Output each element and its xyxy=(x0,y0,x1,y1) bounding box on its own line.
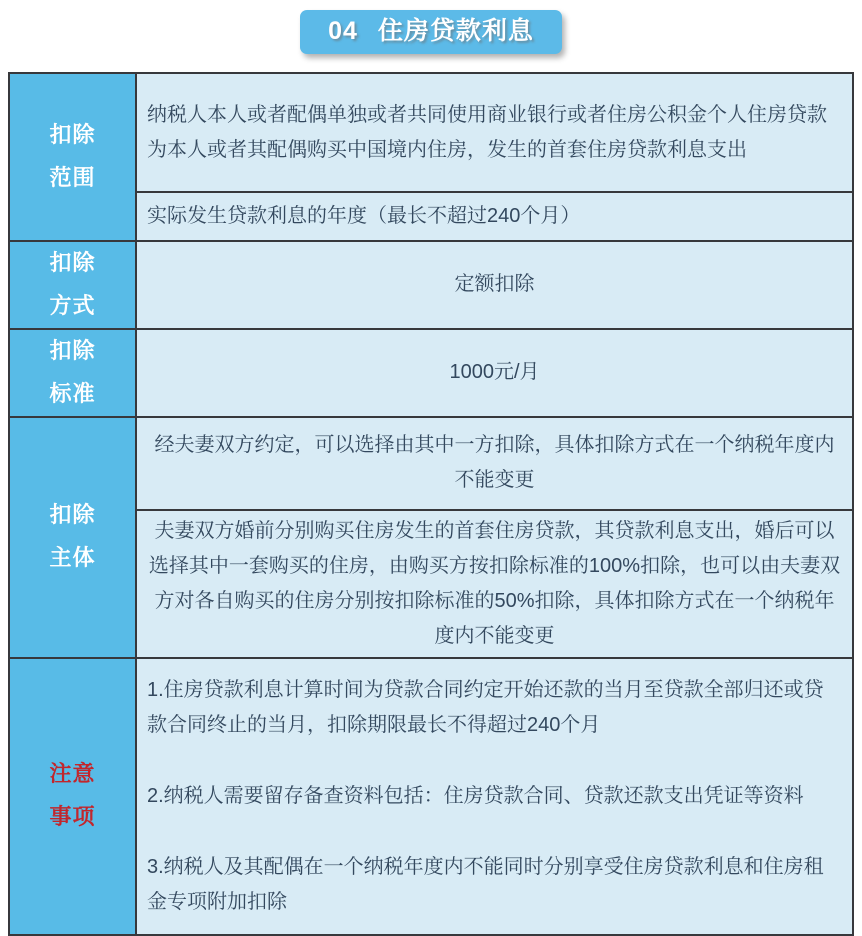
section-title: 住房贷款利息 xyxy=(377,17,534,45)
row-label-method xyxy=(10,242,137,328)
row-label-line: 注意 xyxy=(49,761,96,787)
deduction-table xyxy=(8,72,854,936)
row-label-line: 扣除 xyxy=(49,502,96,528)
row-label-line: 主体 xyxy=(49,545,96,571)
row-label-scope xyxy=(10,74,137,240)
content-cell xyxy=(137,509,852,657)
content-cell xyxy=(137,330,852,416)
cell-text: 1000元/月 xyxy=(449,361,540,384)
row-label-line: 方式 xyxy=(49,292,96,318)
cell-text: 夫妻双方婚前分别购买住房发生的首套住房贷款，其贷款利息支出，婚后可以选择其中一套购买的住房，由购买方按扣除标准的100%扣除，也可以由夫妻双方对各自购买的住房分别按扣除标准的50%扣除，具体扣除方式在一个纳税年度内不能变更 xyxy=(148,519,841,647)
section-badge-wrap xyxy=(0,0,862,54)
cell-text: 实际发生贷款利息的年度（最长不超过240个月） xyxy=(147,205,581,227)
content-cell xyxy=(137,659,852,934)
row-label-notes xyxy=(10,659,137,934)
note-item: 3.纳税人及其配偶在一个纳税年度内不能同时分别享受住房贷款利息和住房租金专项附加扣除 xyxy=(147,855,824,913)
table-row-scope xyxy=(10,74,852,240)
table-row-notes xyxy=(10,657,852,934)
row-label-line: 扣除 xyxy=(49,122,96,148)
row-label-line: 标准 xyxy=(49,380,96,406)
note-item: 2.纳税人需要留存备查资料包括：住房贷款合同、贷款还款支出凭证等资料 xyxy=(147,784,804,807)
table-row-subject xyxy=(10,416,852,657)
row-label-line: 扣除 xyxy=(49,250,96,275)
section-number: 04 xyxy=(328,17,358,45)
row-label-line: 事项 xyxy=(49,804,96,830)
row-content-standard xyxy=(137,330,852,416)
note-item: 1.住房贷款利息计算时间为贷款合同约定开始还款的当月至贷款全部归还或贷款合同终止的当月，扣除期限最长不得超过240个月 xyxy=(147,678,824,736)
row-content-notes xyxy=(137,659,852,934)
cell-text: 纳税人本人或者配偶单独或者共同使用商业银行或者住房公积金个人住房贷款为本人或者其配偶购买中国境内住房，发生的首套住房贷款利息支出 xyxy=(147,103,827,161)
row-label-standard xyxy=(10,330,137,416)
section-badge xyxy=(300,10,562,54)
table-row-standard xyxy=(10,328,852,416)
content-cell xyxy=(137,191,852,240)
cell-text: 经夫妻双方约定，可以选择由其中一方扣除，具体扣除方式在一个纳税年度内不能变更 xyxy=(154,434,835,492)
content-cell xyxy=(137,242,852,328)
content-cell xyxy=(137,418,852,509)
row-content-subject xyxy=(137,418,852,657)
table-row-method xyxy=(10,240,852,328)
content-cell xyxy=(137,74,852,191)
row-label-line: 扣除 xyxy=(49,337,96,363)
row-label-subject xyxy=(10,418,137,657)
row-content-scope xyxy=(137,74,852,240)
row-label-line: 范围 xyxy=(49,165,96,190)
cell-text: 定额扣除 xyxy=(454,273,535,296)
row-content-method xyxy=(137,242,852,328)
